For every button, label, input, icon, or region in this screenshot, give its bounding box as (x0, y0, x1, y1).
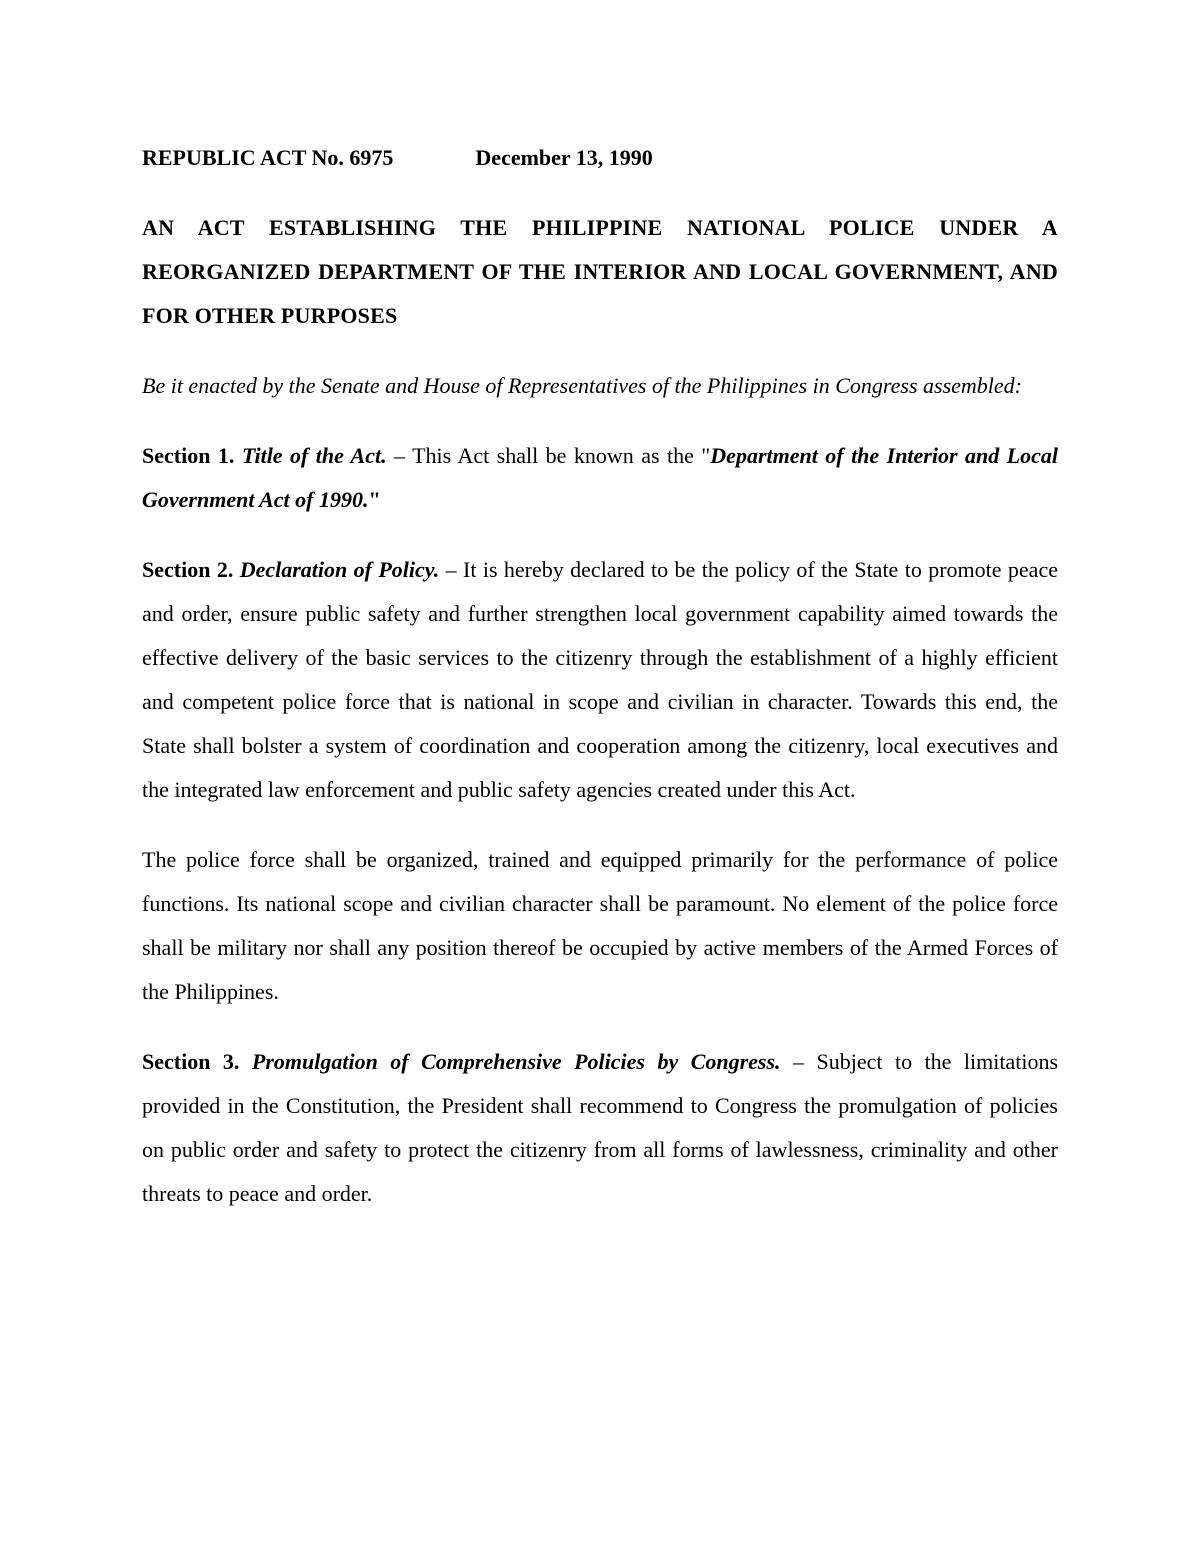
document-page (142, 140, 1058, 1216)
section-text: – It is hereby declared to be the policy of the State to promote peace and order, ensure public safety and further strengthen local government capability aimed towards the effective delivery of the basic services to the citizenry through the establishment of a highly efficient and competent police force that is national in scope and civilian in character. Towards this end, the State shall bolster a system of coordination and cooperation among the citizenry, local executives and the integrated law enforcement and public safety agencies created under this Act. (142, 557, 1058, 802)
quoted-act-title: Department of the Interior and Local Government Act of 1990. (142, 443, 1058, 512)
section-3 (142, 1040, 1058, 1216)
act-date: December 13, 1990 (475, 145, 653, 170)
act-number: REPUBLIC ACT No. 6975 (142, 145, 394, 170)
section-number: Section 2. (142, 557, 234, 582)
section-title: Promulgation of Comprehensive Policies by Congress. (251, 1049, 781, 1074)
section-2 (142, 548, 1058, 812)
section-title: Title of the Act. (241, 443, 387, 468)
closing-quote: " (368, 487, 381, 512)
section-text: – This Act shall be known as the " (386, 443, 711, 468)
act-header (142, 140, 1058, 176)
section-title: Declaration of Policy. (239, 557, 440, 582)
section-number: Section 1. (142, 443, 235, 468)
section-number: Section 3. (142, 1049, 240, 1074)
enacting-clause: Be it enacted by the Senate and House of Representatives of the Philippines in Congress assembled: (142, 373, 1023, 398)
act-title: AN ACT ESTABLISHING THE PHILIPPINE NATIONAL POLICE UNDER A REORGANIZED DEPARTMENT OF THE INTERIOR AND LOCAL GOVERNMENT, AND FOR OTHER PURPOSES (142, 215, 1058, 328)
section-2-paragraph-2: The police force shall be organized, trained and equipped primarily for the performance of police functions. Its national scope and civilian character shall be paramount. No element of the police force shall be military nor shall any position thereof be occupied by active members of the Armed Forces of the Philippines. (142, 847, 1058, 1004)
section-text: – Subject to the limitations provided in the Constitution, the President shall recommend to Congress the promulgation of policies on public order and safety to protect the citizenry from all forms of lawlessness, criminality and other threats to peace and order. (142, 1049, 1059, 1206)
section-1 (142, 434, 1058, 522)
